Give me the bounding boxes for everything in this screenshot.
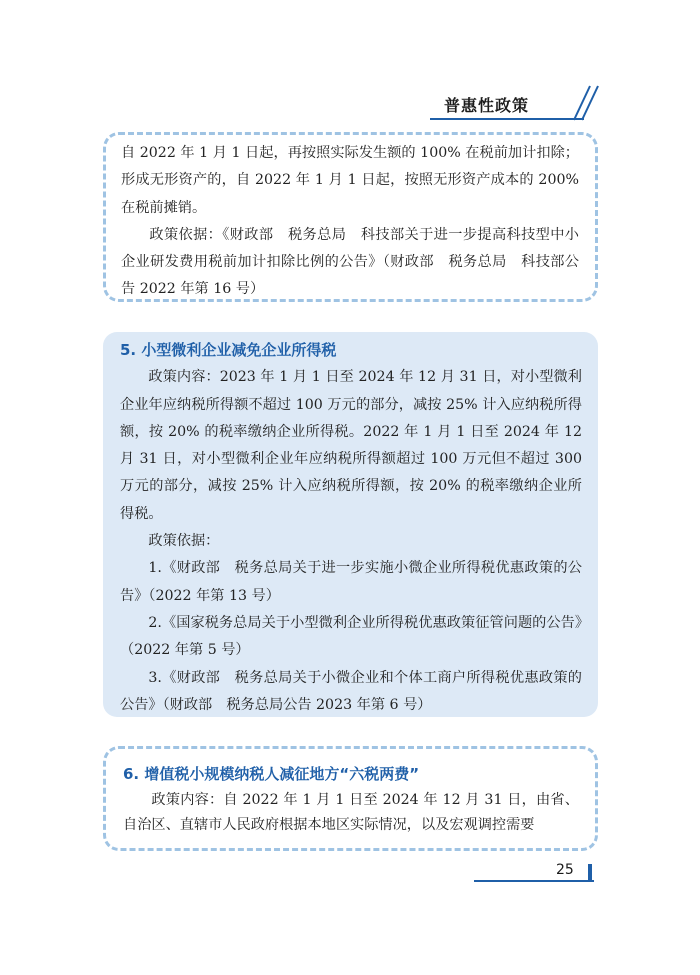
policy-title: 6. 增值税小规模纳税人减征地方“六税两费” (123, 765, 420, 783)
policy-basis-text: 政策依据：《财政部 税务总局 科技部关于进一步提高科技型中小企业研发费用税前加计扣除比例的公告》（财政部 税务总局 科技部公告 2022 年第 16 号） (121, 226, 579, 298)
section-title: 普惠性政策 (444, 96, 530, 115)
policy-basis-item: 3.《财政部 税务总局关于小微企业和个体工商户所得税优惠政策的公告》（财政部 税务总局公告 2023 年第 6 号） (120, 669, 582, 713)
policy-box-continued (103, 132, 598, 302)
policy-content-text: 政策内容：自 2022 年 1 月 1 日至 2024 年 12 月 31 日，由省、自治区、直辖市人民政府根据本地区实际情况，以及宏观调控需要 (123, 792, 579, 834)
policy-continuation-text: 自 2022 年 1 月 1 日起，再按照实际发生额的 100% 在税前加计扣除；形成无形资产的，自 2022 年 1 月 1 日起，按照无形资产成本的 200% 在税前摊销。 (121, 145, 579, 216)
policy-content-text: 政策内容：2023 年 1 月 1 日至 2024 年 12 月 31 日，对小型微利企业年应纳税所得额不超过 100 万元的部分，减按 25% 计入应纳税所得额，按 20% 的税率缴纳企业所得税。2022 年 1 月 1 日至 2024 年 12 月 31 日，对小型微利企业年应纳税所得额超过 100 万元但不超过 300 万元的部分，减按 25% 计入应纳税所得额，按 20% 的税率缴纳企业所得税。 (120, 369, 582, 522)
policy-box-small-low-profit (103, 332, 598, 717)
header-rule (430, 118, 584, 120)
footer-rule (474, 880, 594, 882)
policy-basis-item: 2.《国家税务总局关于小型微利企业所得税优惠政策征管问题的公告》（2022 年第 5 号） (120, 614, 582, 659)
page-number: 25 (556, 862, 574, 878)
policy-basis-label: 政策依据： (148, 533, 220, 550)
policy-basis-item: 1.《财政部 税务总局关于进一步实施小微企业所得税优惠政策的公告》（2022 年第 13 号） (120, 560, 582, 604)
footer-bar-decoration (588, 864, 592, 882)
policy-box-six-taxes (103, 746, 598, 851)
policy-title: 5. 小型微利企业减免企业所得税 (120, 341, 337, 359)
